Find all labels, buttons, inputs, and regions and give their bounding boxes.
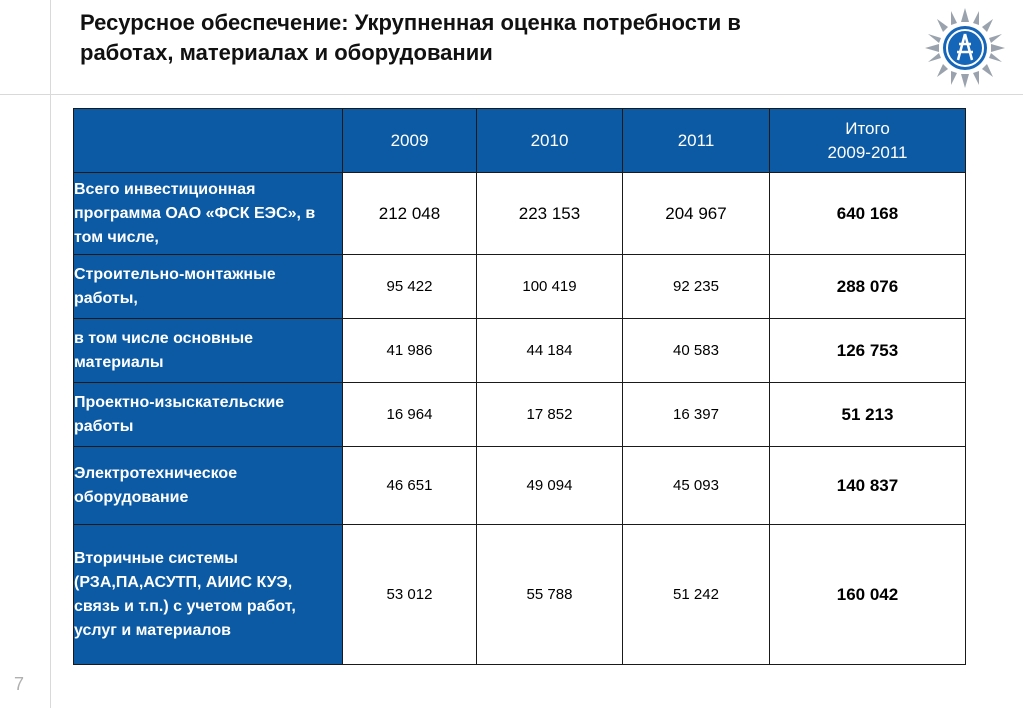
table-row [74,173,966,255]
header-2010: 2010 [477,109,623,173]
header-total-line-1: Итого [845,118,890,138]
slide-title [80,8,900,68]
cell-2011: 40 583 [623,319,770,383]
cell-2011: 92 235 [623,255,770,319]
header-total-line-2: 2009-2011 [827,142,908,162]
cell-2009: 95 422 [343,255,477,319]
cell-2010: 100 419 [477,255,623,319]
row-label-design-survey: Проектно-изыскательские работы [74,383,343,447]
header-2011: 2011 [623,109,770,173]
cell-total: 288 076 [770,255,966,319]
cell-2010: 223 153 [477,173,623,255]
table-header-row [74,109,966,173]
slide-title-line-2: работах, материалах и оборудовании [80,40,493,65]
table-row [74,255,966,319]
page-number: 7 [14,674,25,694]
cell-total: 640 168 [770,173,966,255]
cell-2009: 46 651 [343,447,477,525]
row-label-electrical-equipment: Электротехническое оборудование [74,447,343,525]
cell-2009: 41 986 [343,319,477,383]
cell-2010: 55 788 [477,525,623,665]
row-label-materials: в том числе основные материалы [74,319,343,383]
cell-2011: 45 093 [623,447,770,525]
row-label-secondary-systems: Вторичные системы (РЗА,ПА,АСУТП, АИИС КУЭ, связь и т.п.) с учетом работ, услуг и материалов [74,525,343,665]
cell-2009: 212 048 [343,173,477,255]
header-corner-cell [74,109,343,173]
header-2009: 2009 [343,109,477,173]
table-row [74,447,966,525]
company-emblem-icon [924,6,1006,90]
table-row [74,319,966,383]
cell-2011: 204 967 [623,173,770,255]
cell-total: 126 753 [770,319,966,383]
table-row [74,383,966,447]
cell-2010: 44 184 [477,319,623,383]
cell-2011: 51 242 [623,525,770,665]
cell-total: 51 213 [770,383,966,447]
header-total [770,109,966,173]
resource-table [73,108,966,665]
cell-2010: 17 852 [477,383,623,447]
table-row [74,525,966,665]
header-divider-line [0,94,1023,95]
cell-2009: 53 012 [343,525,477,665]
row-label-construction: Строительно-монтажные работы, [74,255,343,319]
cell-total: 140 837 [770,447,966,525]
cell-2009: 16 964 [343,383,477,447]
cell-2011: 16 397 [623,383,770,447]
cell-total: 160 042 [770,525,966,665]
cell-2010: 49 094 [477,447,623,525]
left-divider-line [50,0,51,708]
row-label-total-program: Всего инвестиционная программа ОАО «ФСК ЕЭС», в том числе, [74,173,343,255]
slide-title-line-1: Ресурсное обеспечение: Укрупненная оценка потребности в [80,10,741,35]
